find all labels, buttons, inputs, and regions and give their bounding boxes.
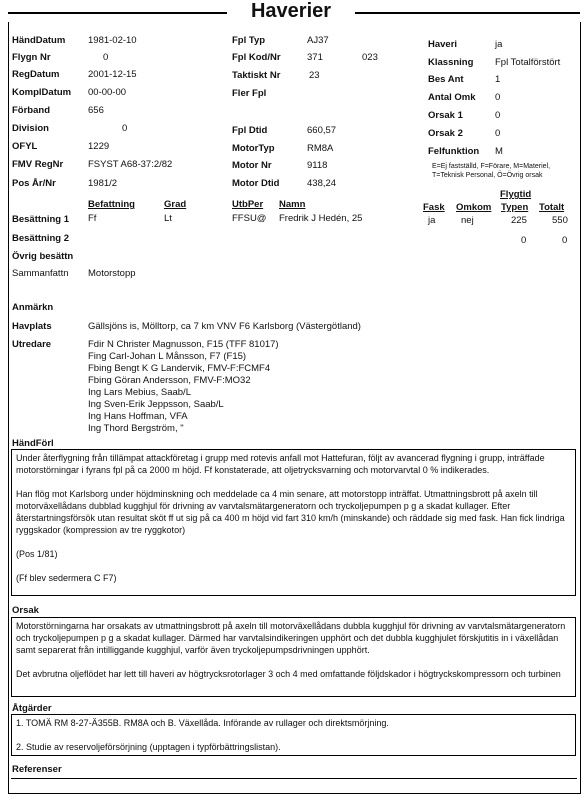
field-label: Flygn Nr [12,52,51,63]
field-value: 1981-02-10 [88,35,137,46]
header-utbper: UtbPer [232,199,264,210]
crew1-befattning: Ff [88,213,97,224]
atgarder-paragraph: 2. Studie av reservoljeförsörjning (upptagen i typförbättringslistan). [16,742,281,752]
atgarder-label: Åtgärder [12,703,52,714]
field-value: 23 [309,70,320,81]
header-befattning: Befattning [88,199,135,210]
field-value: 1981/2 [88,178,118,189]
field-label: Orsak 1 [428,110,463,121]
field-value: 438,24 [307,178,337,189]
crew1-fask: ja [428,215,436,226]
orsak-paragraph: Det avbrutna oljeflödet har lett till haveri av högtrycksrotorlager 3 och 4 med omfattande följdskador i högtryckskompressorn och turbinen [16,669,561,679]
field-label: MotorTyp [232,143,275,154]
field-value: 00-00-00 [88,87,127,98]
handforl-paragraph: Han flög mot Karlsborg under höjdminskning och meddelade ca 4 min senare, att motorstopp inträffat. Utmattningsbrott på axeln till motorväxellådans dubblad kugghjul för drivning av varvtalsmätargeneratorn och tryckoljepumpen p g a skadat kullager. Efter återstartningsförsök utan resultat sköt ff ut sig på ca 400 m höjd vid fart 310 km/h (minskande) och räddade sig med fask. Han fick lindriga ryggskador (kompression av tre ryggkotor) [16,489,565,535]
sammanfattn-value: Motorstopp [88,268,136,279]
crew1-utbper: FFSU@ [232,213,267,224]
legend-line: T=Teknisk Personal, Ö=Övrig orsak [432,172,543,179]
utredare-line: Ing Sven-Erik Jeppsson, Saab/L [88,399,224,410]
crew1-typen: 225 [511,215,527,226]
field-value: Fpl Totalförstört [495,57,561,68]
field-label: Fler Fpl [232,88,267,99]
utredare-label: Utredare [12,339,52,350]
field-label: Antal Omk [428,92,476,103]
field-label: OFYL [12,141,38,152]
title-bar [0,0,587,24]
referenser-rule [11,778,577,779]
title-rule-right [355,12,580,14]
field-value: 0 [103,52,109,63]
field-label: Bes Ant [428,74,464,85]
field-value: ja [495,39,503,50]
utredare-line: Ing Lars Mebius, Saab/L [88,387,191,398]
utredare-line: Ing Hans Hoffman, VFA [88,411,188,422]
sammanfattn-label: Sammanfattn [12,268,69,279]
field-label: Motor Nr [232,160,272,171]
field-label: Felfunktion [428,146,480,157]
field-value: 1 [495,74,501,85]
field-label: KomplDatum [12,87,72,98]
field-label: Division [12,123,49,134]
utredare-line: Fing Carl-Johan L Månsson, F7 (F15) [88,351,247,362]
atgarder-paragraph: 1. TOMÄ RM 8-27-Ä355B. RM8A och B. Växellåda. Införande av rullager och direktsmörjning. [16,718,389,728]
field-label: Haveri [428,39,458,50]
field-value-2: 023 [362,52,378,63]
havplats-label: Havplats [12,321,52,332]
ovrig-besattn-label: Övrig besättn [12,251,74,262]
utredare-line: Fbing Bengt K G Landervik, FMV-F:FCMF4 [88,363,271,374]
field-label: Motor Dtid [232,178,280,189]
field-label: Pos År/Nr [12,178,56,189]
crew2-label: Besättning 2 [12,233,70,244]
field-value: FSYST A68-37:2/82 [88,159,173,170]
field-label: Förband [12,105,50,116]
utredare-line: Fdir N Christer Magnusson, F15 (TFF 81017) [88,339,279,350]
field-value: 0 [495,92,501,103]
header-grad: Grad [164,199,187,210]
header-fask: Fask [423,202,445,213]
field-value: 0 [495,128,501,139]
legend-line: E=Ej fastställd, F=Förare, M=Materiel, [432,163,551,170]
header-namn: Namn [279,199,306,210]
header-typen: Typen [501,202,529,213]
field-label: Fpl Typ [232,35,266,46]
header-totalt: Totalt [539,202,565,213]
field-value: AJ37 [307,35,329,46]
crew2-typen: 0 [521,235,527,246]
field-value: 0 [495,110,501,121]
field-value: RM8A [307,143,334,154]
field-label: FMV RegNr [12,159,64,170]
field-value: 1229 [88,141,110,152]
field-label: Orsak 2 [428,128,463,139]
crew1-grad: Lt [164,213,172,224]
handforl-paragraph: (Ff blev sedermera C F7) [16,573,117,583]
havplats-value: Gällsjöns is, Mölltorp, ca 7 km VNV F6 Karlsborg (Västergötland) [88,321,361,332]
crew1-namn: Fredrik J Hedén, 25 [279,213,363,224]
atgarder-box [11,714,576,756]
utredare-line: Fbing Göran Andersson, FMV-F:MO32 [88,375,251,386]
field-label: Fpl Dtid [232,125,268,136]
utredare-line: Ing Thord Bergström, " [88,423,184,434]
field-value: 2001-12-15 [88,69,137,80]
crew1-omkom: nej [461,215,474,226]
field-label: Fpl Kod/Nr [232,52,281,63]
field-label: HändDatum [12,35,66,46]
handforl-paragraph: (Pos 1/81) [16,549,58,559]
orsak-paragraph: Motorstörningarna har orsakats av utmattningsbrott på axeln till motorväxellådans dubbla kugghjul för drivning av varvtalsmätargeneratorn och tryckoljepumpen p g a skadat kullager. Därmed har varvtalsindikeringen upphört och det dubbla kugghjulet förskjutitis in i växellådan samt separerat från intilliggande kugghjul, varför även tryckoljepumpsdrivningen upphört. [16,621,566,655]
field-value: M [495,146,503,157]
field-label: Taktiskt Nr [232,70,281,81]
field-value: 9118 [307,160,328,171]
referenser-label: Referenser [12,764,62,775]
anmarkn-label: Anmärkn [12,302,54,313]
field-label: Klassning [428,57,474,68]
page-title: Haverier [250,0,332,22]
handforl-label: HändFörl [12,438,54,449]
header-omkom: Omkom [456,202,492,213]
field-value: 0 [122,123,128,134]
crew1-totalt: 550 [552,215,568,226]
handforl-box [11,449,576,596]
orsak-box [11,617,576,697]
orsak-label: Orsak [12,605,39,616]
field-value: 660,57 [307,125,337,136]
field-value: 371 [307,52,323,63]
crew1-label: Besättning 1 [12,214,70,225]
crew2-totalt: 0 [562,235,568,246]
handforl-paragraph: Under återflygning från tillämpat attackföretag i grupp med rotevis anfall mot Hattefuran, följt av avancerad flygning i grupp, inträffade motorstörningar i fyrans fpl på ca 2000 m höjd. Ff konstaterade, att oljetrycksvarning och motorvarvtal 0 % indikerades. [16,453,545,475]
header-flygtid: Flygtid [500,189,532,200]
field-label: RegDatum [12,69,60,80]
field-value: 656 [88,105,104,116]
title-rule-left [8,12,227,14]
